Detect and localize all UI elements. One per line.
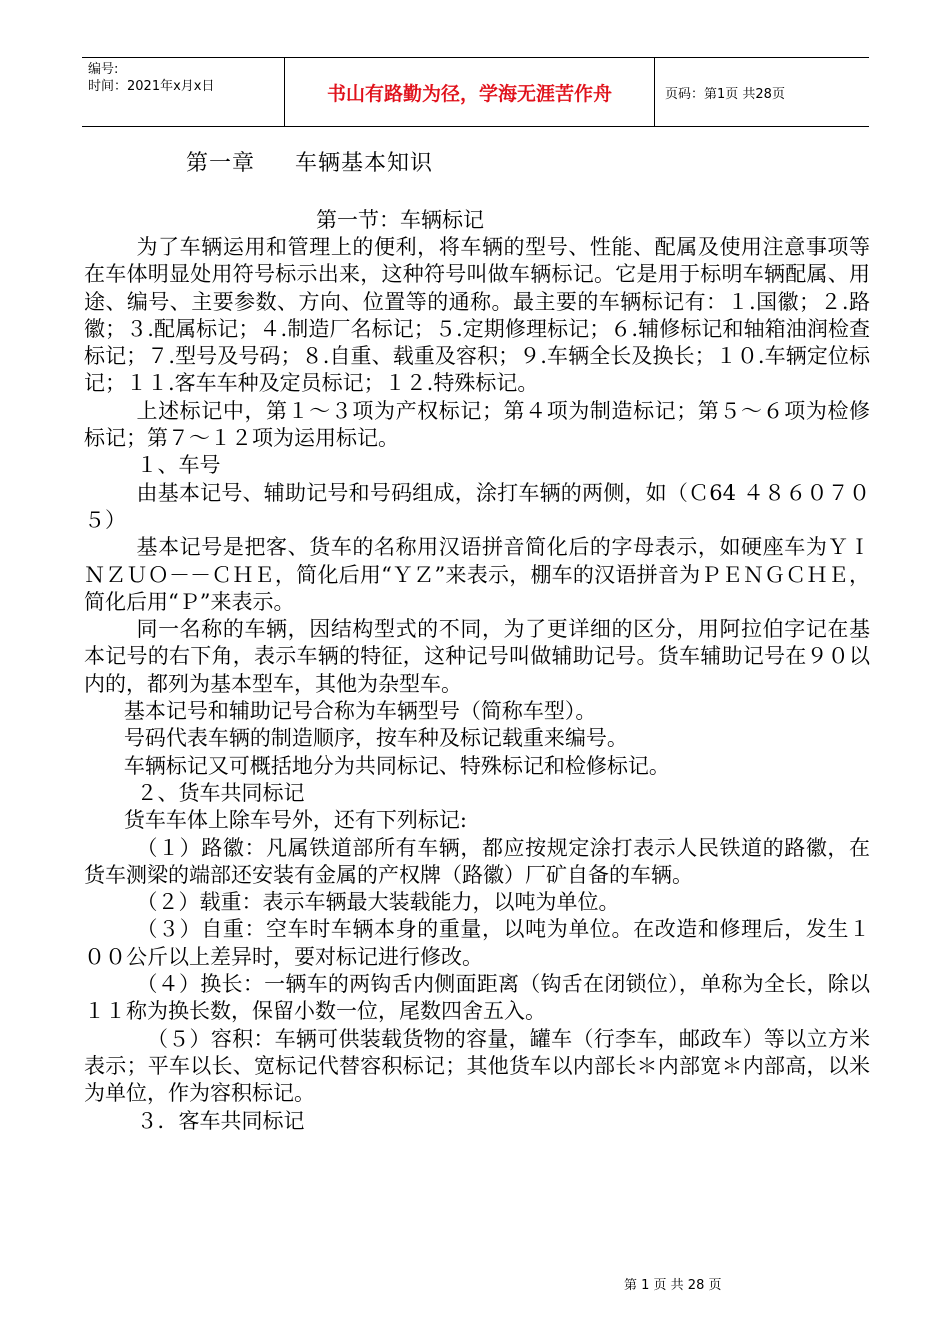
paragraph: 上述标记中，第１～３项为产权标记；第４项为制造标记；第５～６项为检修标记；第７～１２项为运用标记。	[84, 398, 870, 451]
document-body	[84, 234, 870, 1135]
paragraph: 车辆标记又可概括地分为共同标记、特殊标记和检修标记。	[123, 753, 670, 778]
paragraph: （２）载重：表示车辆最大装载能力，以吨为单位。	[136, 890, 620, 915]
section-title: 第一节：车辆标记	[316, 208, 484, 232]
paragraph: ３．客车共同标记	[136, 1108, 305, 1133]
header-motto: 书山有路勤为径，学海无涯苦作舟	[285, 58, 655, 126]
paragraph: １、车号	[136, 453, 221, 478]
paragraph: 为了车辆运用和管理上的便利，将车辆的型号、性能、配属及使用注意事项等在车体明显处用符号标示出来，这种符号叫做车辆标记。它是用于标明车辆配属、用途、编号、主要参数、方向、位置等的通称。最主要的车辆标记有：１.国徽；２.路徽；３.配属标记；４.制造厂名标记；５.定期修理标记；６.辅修标记和轴箱油润检查标记；７.型号及号码；８.自重、载重及容积；９.车辆全长及换长；１０.车辆定位标记；１１.客车车种及定员标记；１２.特殊标记。	[84, 235, 870, 396]
header-page-code: 页码：第1页 共28页	[665, 86, 785, 102]
paragraph: （３）自重：空车时车辆本身的重量，以吨为单位。在改造和修理后，发生１００公斤以上差异时，要对标记进行修改。	[84, 917, 870, 969]
paragraph: 号码代表车辆的制造顺序，按车种及标记载重来编号。	[123, 726, 628, 751]
header-number-label: 编号:	[88, 62, 119, 77]
paragraph: （５）容积：车辆可供装载货物的容量，罐车（行李车，邮政车）等以立方米表示；平车以长、宽标记代替容积标记；其他货车以内部长＊内部宽＊内部高，以米为单位，作为容积标记。	[84, 1026, 870, 1106]
paragraph: （４）换长：一辆车的两钩舌内侧面距离（钩舌在闭锁位），单称为全长，除以１１称为换长数，保留小数一位，尾数四舍五入。	[84, 972, 870, 1024]
paragraph: 由基本记号、辅助记号和号码组成，涂打车辆的两侧，如（Ｃ64 ４８６０７０５）	[84, 480, 870, 532]
paragraph: 同一名称的车辆，因结构型式的不同，为了更详细的区分，用阿拉伯字记在基本记号的右下角，表示车辆的特征，这种记号叫做辅助记号。货车辅助记号在９０以内的，都列为基本型车，其他为杂型车。	[84, 617, 870, 696]
chapter-name: 车辆基本知识	[295, 151, 434, 176]
header-meta	[82, 58, 285, 126]
paragraph: ２、货车共同标记	[136, 780, 305, 805]
paragraph: 基本记号是把客、货车的名称用汉语拼音简化后的字母表示，如硬座车为ＹＩＮＺＵＯ－－ＣＨＥ，简化后用“ＹＺ”来表示，棚车的汉语拼音为ＰＥＮＧＣＨＥ，简化后用“Ｐ”来表示。	[84, 535, 870, 614]
header-date-label: 时间：2021年x月x日	[88, 79, 215, 94]
page-footer: 第 1 页 共 28 页	[624, 1278, 722, 1293]
paragraph: （１）路徽：凡属铁道部所有车辆，都应按规定涂打表示人民铁道的路徽，在货车测梁的端部还安装有金属的产权牌（路徽）厂矿自备的车辆。	[84, 835, 870, 887]
paragraph: 货车车体上除车号外，还有下列标记:	[123, 808, 467, 833]
chapter-heading	[186, 146, 433, 177]
page-header	[82, 57, 869, 127]
paragraph: 基本记号和辅助记号合称为车辆型号（简称车型）。	[123, 699, 597, 724]
chapter-title: 第一章	[186, 151, 256, 176]
